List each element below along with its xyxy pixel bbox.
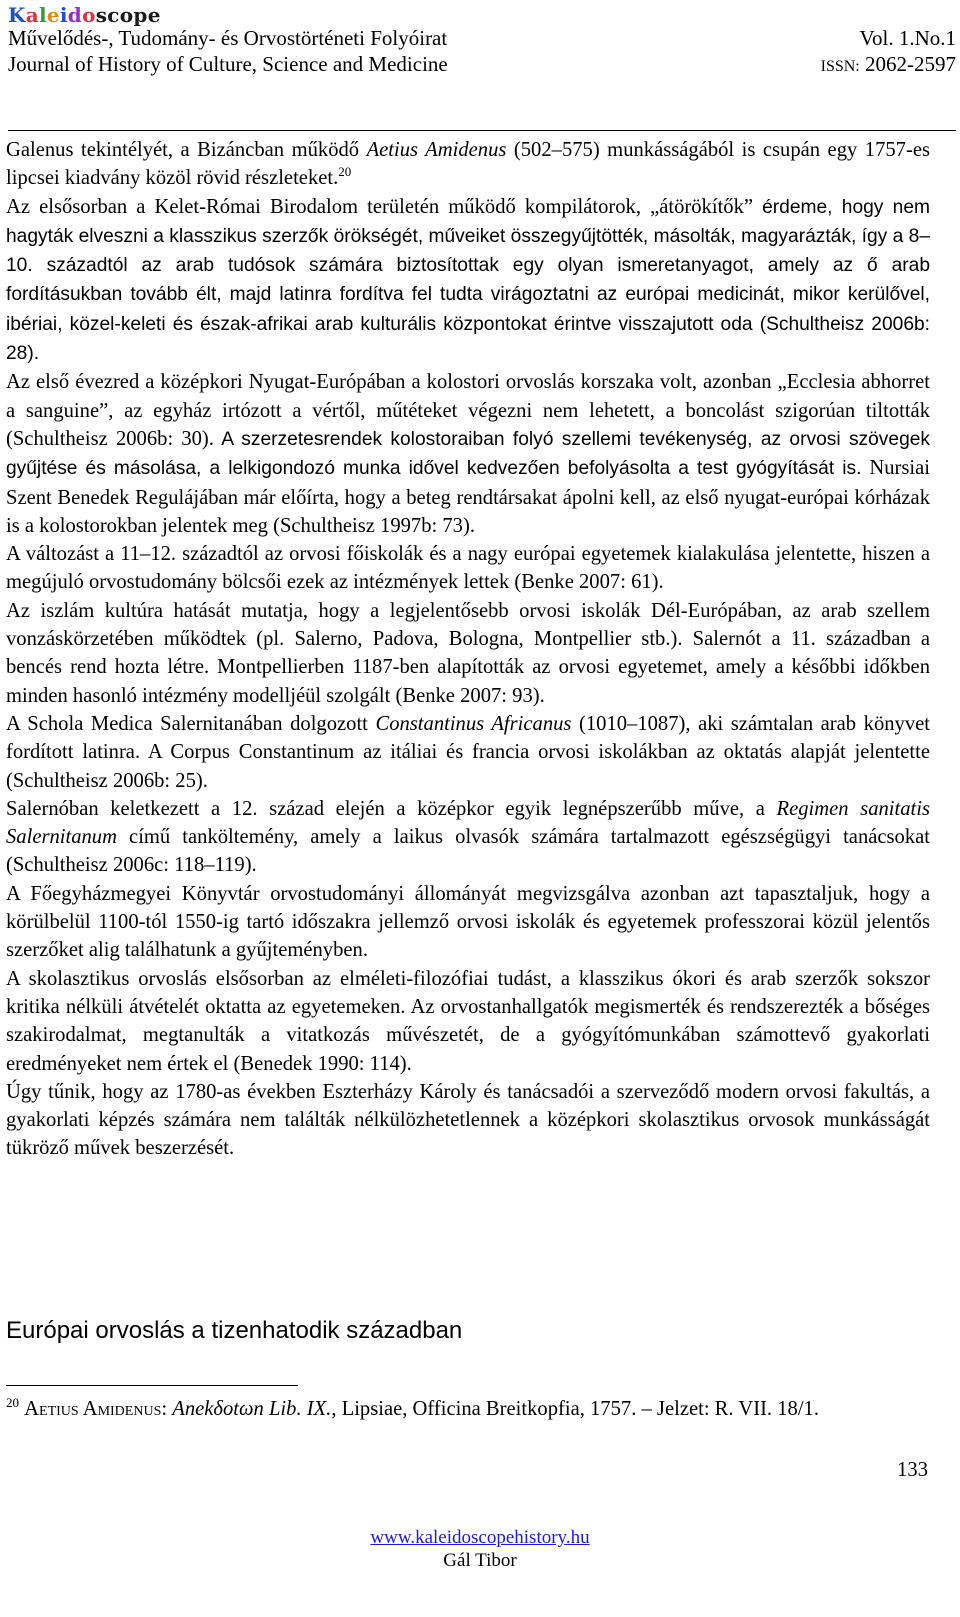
kaleidoscope-logo <box>8 3 161 27</box>
issn <box>821 52 956 79</box>
footnote-details: , Lipsiae, Officina Breitkopfia, 1757. – Jelzet: R. VII. 18/1. <box>331 1398 819 1420</box>
footnote <box>6 1395 930 1423</box>
logo-letter: p <box>133 3 148 27</box>
logo-letter: a <box>25 3 39 27</box>
italic-title: Regimen sanitatis Salernitanum <box>6 797 930 849</box>
text: Az orvostanhallgatók megismerték és rendszerezték a bőséges szakirodalmat, megtanulták a vitatkozás művészetét, de a gyógyítómunkában számottevő gyakorlati eredményeket nem értek el (Benedek 1990: 114). <box>6 995 930 1075</box>
paragraph-4 <box>6 540 930 597</box>
header-divider <box>8 130 956 131</box>
text: Az iszlám kultúra hatását mutatja, hogy a legjelentősebb orvosi iskolák Dél-Európában, az arab szellem vonzáskörzetében működtek (pl. Salerno, Padova, Bologna, Montpellier stb.). Salernót a 11. <box>6 599 930 651</box>
journal-header <box>8 0 956 136</box>
logo-letter: c <box>107 3 120 27</box>
volume-label: Vol. 1.No.1 <box>859 26 956 50</box>
text: A szerzetesrendek kolostoraiban folyó szellemi tevékenység, az orvosi szövegek gyűjtése és másolása, a lelkigondozó munka idővel kedvezően befolyásolta a test gyógyítását is. <box>6 428 931 480</box>
text: érdeme, hogy nem hagyták elveszni a klasszikus szerzők örökségét, műveiket összegyűjtötték, másolták, magyarázták, így a 8–10. századtól az arab tudósok számára biztosítottak egy olyan ismeretanyagot, amely az ő arab fordításukban tovább élt, majd latinra fordítva fel tudta virágoztatni az európai medicinát, mikor kerülővel, ibériai, közel-keleti és észak-afrikai arab kulturális központokat érintve visszajutott oda (Schultheisz 2006b: 28). <box>6 196 931 365</box>
section-heading: Európai orvoslás a tizenhatodik században <box>6 1317 463 1344</box>
text: című tanköltemény, amely a laikus olvasók számára tartalmazott egészségügyi tanácsokat (Schultheisz 2006c: 118–119). <box>6 826 930 877</box>
logo-letter: K <box>8 3 26 27</box>
logo-letter: e <box>147 3 161 27</box>
text: A Schola Medica Salernitanában dolgozott <box>6 712 376 735</box>
journal-subtitle-en: Journal of History of Culture, Science and Medicine <box>8 52 448 76</box>
text: A változást a 11–12. <box>6 543 177 566</box>
footnote-author: Aetius Amidenus: <box>24 1398 168 1420</box>
article-body <box>6 136 930 1163</box>
logo-letter: l <box>38 3 47 27</box>
paragraph-2 <box>6 193 930 369</box>
footnote-title: Anekδotωn Lib. IX. <box>172 1398 332 1420</box>
italic-name: Constantinus Africanus <box>375 712 572 735</box>
text: (502–575) munkásságából is csupán egy 1757-es lipcsei kiadvány közöl rövid részleteket. <box>6 139 930 190</box>
text: század elején a középkor egyik legnépszerűbb műve, a <box>257 797 777 820</box>
paragraph-8: A Főegyházmegyei Könyvtár orvostudományi állományát megvizsgálva azonban azt tapasztaljuk, hogy a körülbelül 1100-tól 1550-ig tartó időszakra jellemző orvosi iskolák és egyetemek professzorai közül jelentős szerzőket alig találhatunk a gyűjteményben. <box>6 882 930 962</box>
text: Nursiai Szent Benedek Regulájában már előírta, hogy a beteg rendtársakat ápolni kell, az első nyugat-európai kórházak is a kolostorokban jelentek meg (Schultheisz 1997b: 73). <box>6 457 930 537</box>
italic-name: Aetius Amidenus <box>366 139 507 161</box>
paragraph-7 <box>6 795 930 880</box>
paragraph-5 <box>6 597 930 710</box>
text: A Corpus Constantinum az itáliai és francia orvosi iskolákban az oktatás alapját jelentette (Schultheisz 2006b: 25). <box>6 741 931 792</box>
footnote-divider <box>6 1385 298 1386</box>
issn-label: ISSN: <box>820 58 860 75</box>
paragraph-3 <box>6 368 930 540</box>
text: századtól az orvosi főiskolák és a nagy európai egyetemek kialakulása jelentette, hiszen a megújuló orvostudomány bölcsői ezek az intézmények lettek (Benke 2007: 61). <box>6 543 930 594</box>
logo-letter: o <box>82 3 96 27</box>
paragraph-1 <box>6 136 930 193</box>
footer-link-row <box>0 1527 960 1549</box>
text: Az első évezred a középkori Nyugat-Európában a kolostori orvoslás korszaka volt, azonban „Ecclesia abhorret a sanguine”, az egyház irtózott a vértől, műtéteket végezni nem lehetett, a boncolást szigorúan tiltották (Schultheisz 2006b: 30). <box>6 371 930 450</box>
paragraph-6 <box>6 710 930 795</box>
text: században a bencés rend hozta létre. <box>6 628 930 679</box>
journal-subtitle-hu: Művelődés-, Tudomány- és Orvostörténeti Folyóirat <box>8 26 448 50</box>
paragraph-10: Úgy tűnik, hogy az 1780-as években Eszterházy Károly és tanácsadói a szerveződő modern orvosi fakultás, a gyakorlati képzés számára nem találták nélkülözhetetlennek a középkori skolasztikus orvosok munkásságát tükröző művek beszerzését. <box>6 1080 930 1160</box>
text: Montpellierben 1187-ben alapították az orvosi egyetemet, amely a későbbi időkben minden hasonló intézmény modelljéül szolgált (Benke 2007: 93). <box>6 656 930 707</box>
logo-letter: i <box>59 3 68 27</box>
text: A skolasztikus orvoslás elsősorban az elméleti-filozófiai tudást, a klasszikus ókori és arab szerzők sokszor kritika nélküli átvételét oktatta az egyetemeken. <box>6 967 930 1018</box>
text: Salernóban keletkezett a 12. <box>6 797 258 820</box>
logo-letter: e <box>46 3 60 27</box>
website-link[interactable]: www.kaleidoscopehistory.hu <box>370 1527 590 1548</box>
text: (1010–1087), aki számtalan arab könyvet fordított latinra. <box>6 712 931 764</box>
footnote-number: 20 <box>6 1395 19 1411</box>
issn-value: 2062-2597 <box>865 52 956 76</box>
paragraph-9 <box>6 965 930 1078</box>
logo-letter: s <box>95 3 108 27</box>
logo-letter: o <box>119 3 134 27</box>
footer-author: Gál Tibor <box>443 1550 517 1571</box>
page-number: 133 <box>897 1459 928 1481</box>
text: Az elsősorban a Kelet-Római Birodalom területén működő kompilátorok, „átörökítők” <box>6 195 763 218</box>
text: Galenus tekintélyét, a Bizáncban működő <box>6 139 367 161</box>
logo-letter: d <box>67 3 83 27</box>
footnote-ref[interactable]: 20 <box>338 164 352 180</box>
